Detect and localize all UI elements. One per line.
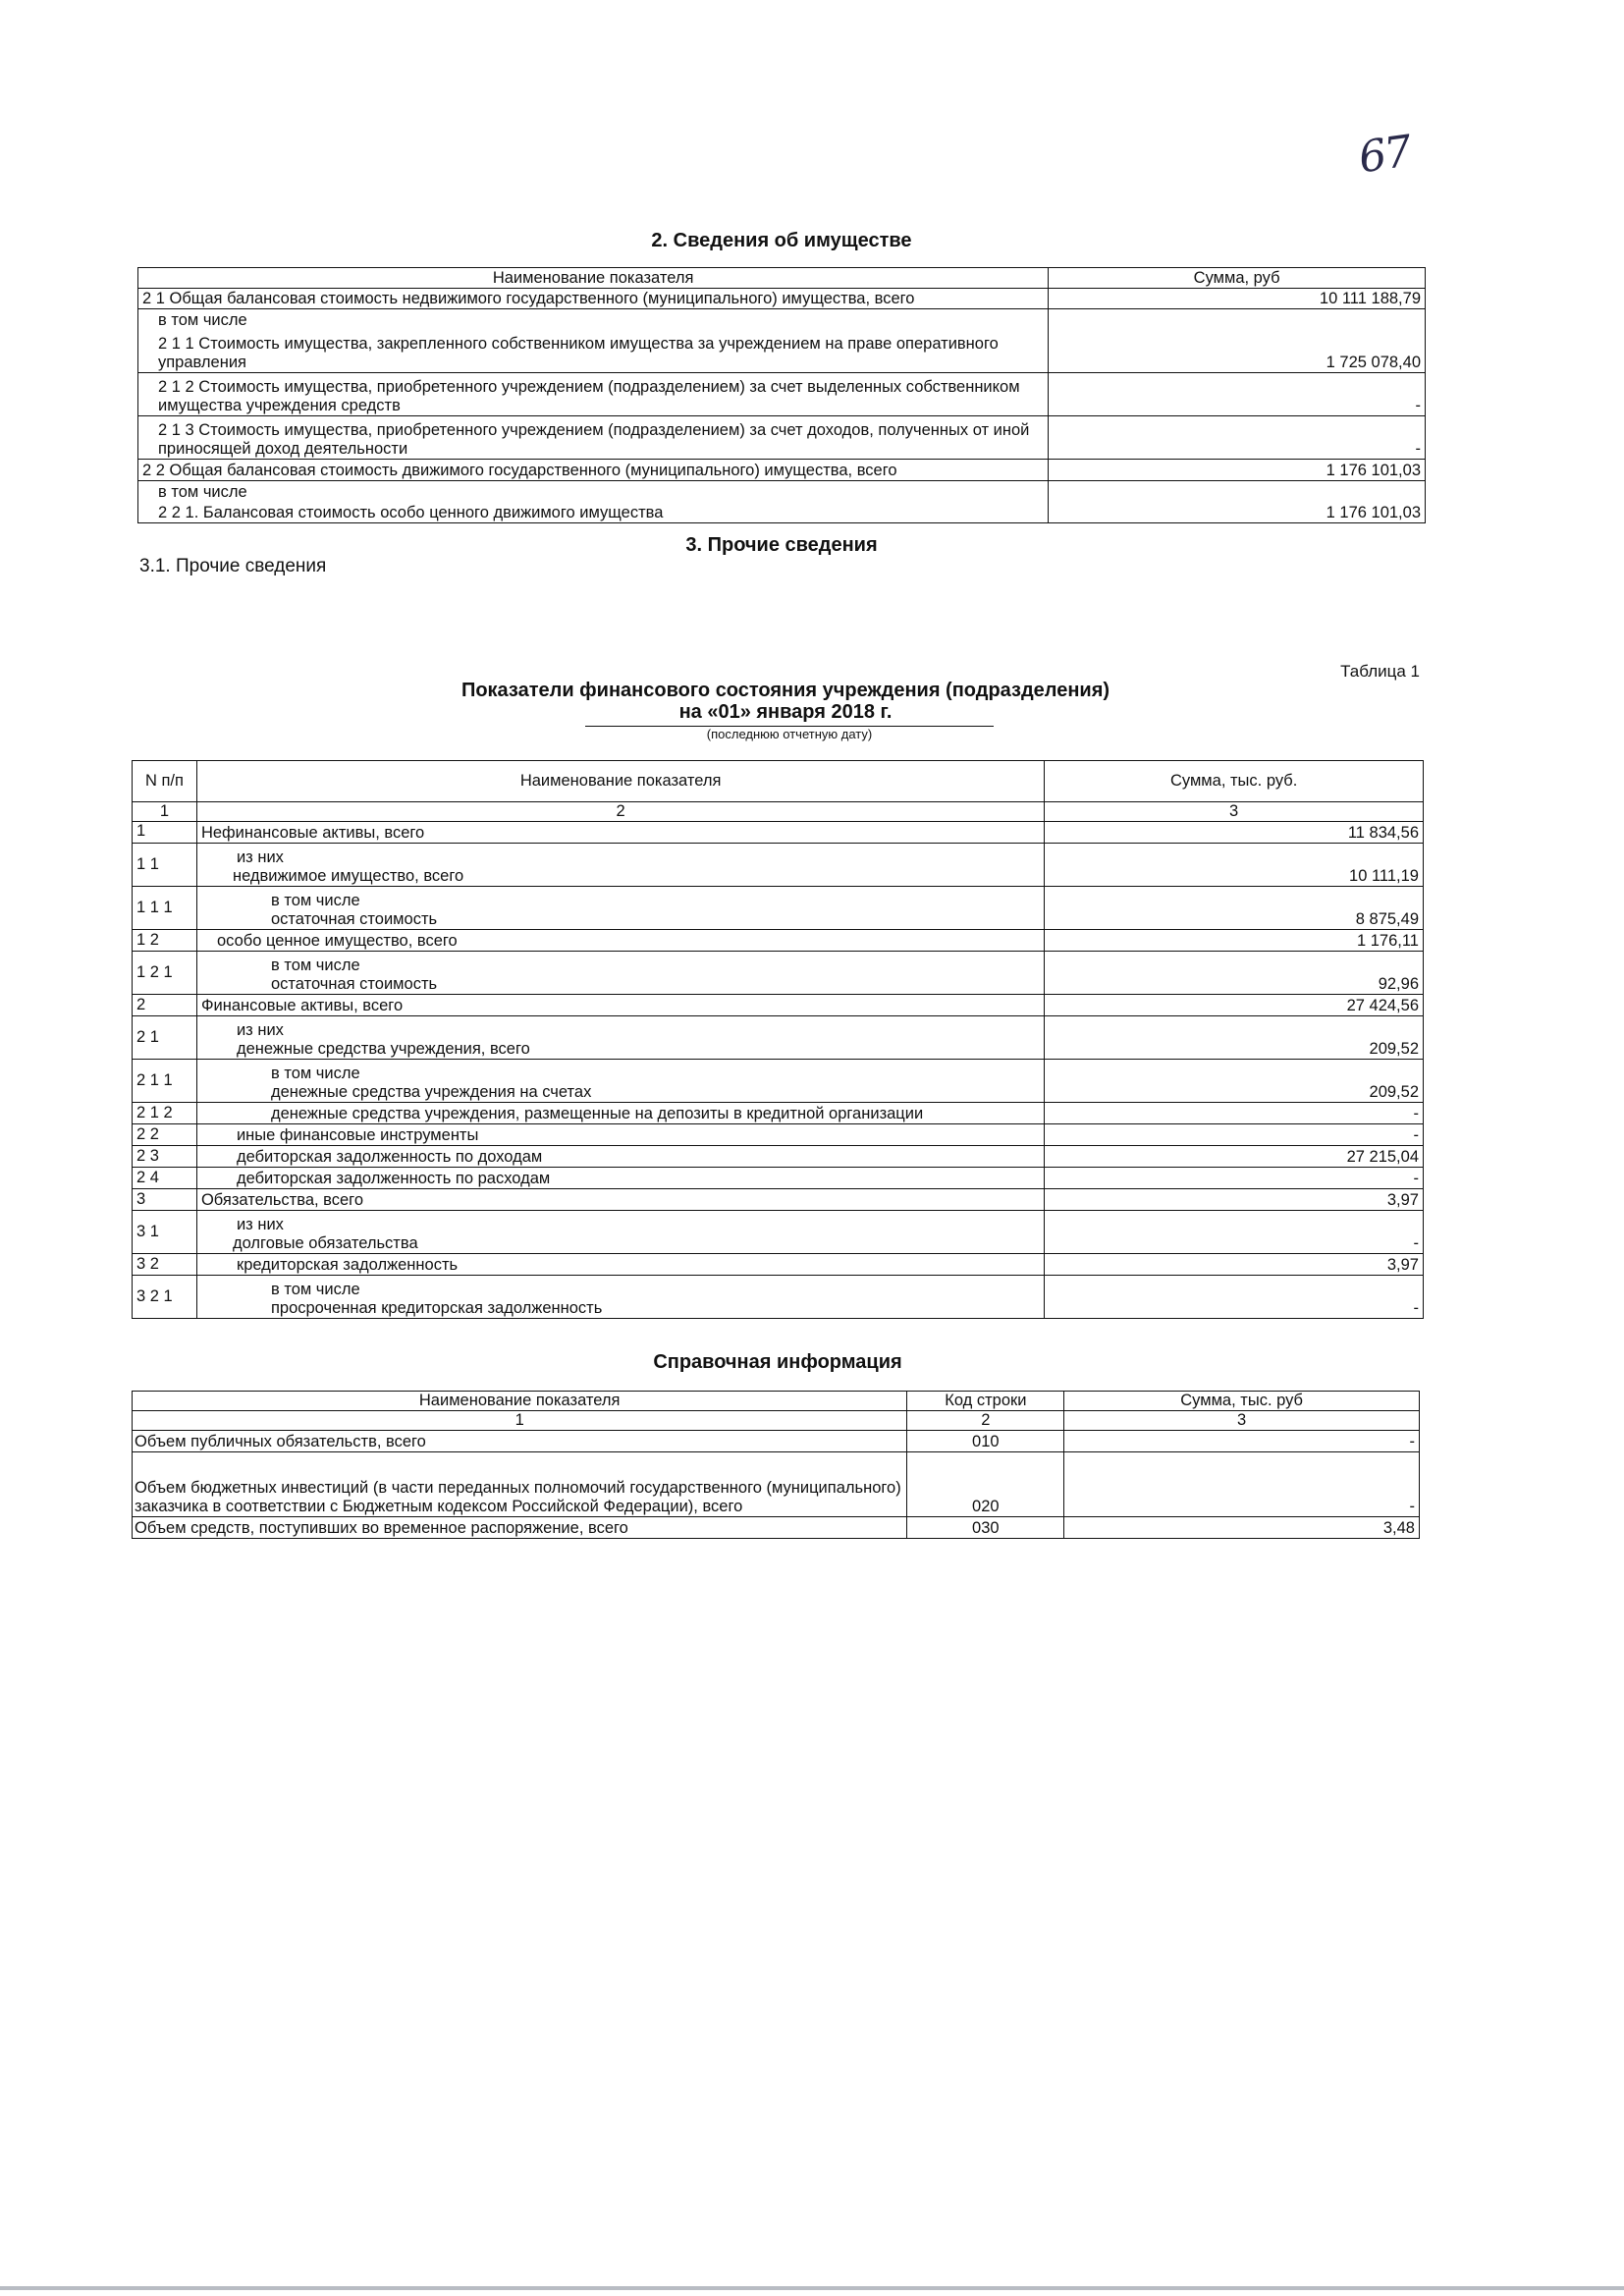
header-name: Наименование показателя: [138, 268, 1049, 289]
table-row: [138, 502, 1426, 523]
row-label: дебиторская задолженность по доходам: [196, 1146, 1044, 1168]
row-code: 2 2: [133, 1124, 197, 1146]
row-code: 2 3: [133, 1146, 197, 1168]
row-label: особо ценное имущество, всего: [196, 930, 1044, 952]
row-label: в том числе: [270, 1065, 360, 1082]
row-code: 2 4: [133, 1168, 197, 1189]
row-value: -: [1049, 416, 1426, 460]
row-label: кредиторская задолженность: [196, 1254, 1044, 1276]
row-code: 1: [133, 822, 197, 844]
row-code: 3 2: [133, 1254, 197, 1276]
row-label: в том числе: [270, 1281, 360, 1298]
row-label: в том числе: [270, 957, 360, 974]
row-value: 11 834,56: [1045, 822, 1424, 844]
table-row: [133, 952, 1424, 995]
row-code: 2 1: [133, 1016, 197, 1060]
row-value: -: [1064, 1431, 1420, 1452]
table-row: [133, 1016, 1424, 1060]
table-row: [133, 1060, 1424, 1103]
colnum: 2: [907, 1411, 1064, 1431]
row-label: дебиторская задолженность по расходам: [196, 1168, 1044, 1189]
table-row: [133, 1254, 1424, 1276]
table-row: [133, 1189, 1424, 1211]
table-row: [133, 844, 1424, 887]
row-sublabel: денежные средства учреждения на счетах: [270, 1083, 592, 1101]
colnum: 1: [133, 802, 197, 822]
table1-label: Таблица 1: [1340, 662, 1420, 681]
row-label: из них: [236, 848, 284, 866]
row-value: 3,97: [1045, 1189, 1424, 1211]
row-label: Объем средств, поступивших во временное распоряжение, всего: [133, 1517, 907, 1539]
header-sum: Сумма, тыс. руб.: [1045, 761, 1424, 802]
scan-edge-line: [0, 2286, 1624, 2290]
row-sublabel: просроченная кредиторская задолженность: [270, 1299, 603, 1317]
row-code: 3: [133, 1189, 197, 1211]
row-code: 2 1 1: [133, 1060, 197, 1103]
row-value: -: [1064, 1452, 1420, 1517]
financial-table: [132, 760, 1424, 1319]
reference-table-header: [133, 1392, 1420, 1411]
row-value: 3,48: [1064, 1517, 1420, 1539]
row-value: 209,52: [1045, 1016, 1424, 1060]
row-label: Объем публичных обязательств, всего: [133, 1431, 907, 1452]
property-table: [137, 267, 1426, 523]
row-label: из них: [236, 1021, 284, 1039]
table1-title: Показатели финансового состояния учреждения (подразделения): [460, 680, 1110, 701]
row-label: 2 1 3 Стоимость имущества, приобретенного учреждением (подразделением) за счет доходов, полученных от иной приносящей доход деятельности: [138, 416, 1049, 460]
row-value: 27 215,04: [1045, 1146, 1424, 1168]
financial-table-header: [133, 761, 1424, 802]
table-row: [133, 1168, 1424, 1189]
reference-title: Справочная информация: [653, 1351, 902, 1373]
handwritten-page-number: 67: [1355, 126, 1414, 184]
table-row: [138, 309, 1426, 330]
row-value: 10 111,19: [1045, 844, 1424, 887]
row-sublabel: денежные средства учреждения, всего: [236, 1040, 530, 1058]
row-code: 1 2: [133, 930, 197, 952]
row-label: 2 2 1. Балансовая стоимость особо ценного движимого имущества: [138, 502, 1049, 523]
row-code: 1 1: [133, 844, 197, 887]
row-value: -: [1045, 1103, 1424, 1124]
row-value: 1 176 101,03: [1049, 502, 1426, 523]
table-row: [133, 1146, 1424, 1168]
row-label: иные финансовые инструменты: [196, 1124, 1044, 1146]
header-name: Наименование показателя: [133, 1392, 907, 1411]
row-code: 3 2 1: [133, 1276, 197, 1319]
colnum: 3: [1045, 802, 1424, 822]
header-sum: Сумма, руб: [1049, 268, 1426, 289]
row-label: из них: [236, 1216, 284, 1233]
colnum: 3: [1064, 1411, 1420, 1431]
table-row: [138, 330, 1426, 373]
row-value: -: [1049, 373, 1426, 416]
row-label: Обязательства, всего: [196, 1189, 1044, 1211]
row-label: в том числе: [138, 309, 1049, 330]
row-value: 92,96: [1045, 952, 1424, 995]
table-row: [133, 1517, 1420, 1539]
row-sublabel: недвижимое имущество, всего: [232, 867, 464, 885]
row-label: в том числе: [270, 892, 360, 909]
row-value: -: [1045, 1276, 1424, 1319]
row-label: в том числе: [138, 481, 1049, 502]
row-label: 2 2 Общая балансовая стоимость движимого государственного (муниципального) имущества, всего: [138, 460, 1049, 481]
row-value: 1 176,11: [1045, 930, 1424, 952]
table-row: [133, 822, 1424, 844]
header-name: Наименование показателя: [196, 761, 1044, 802]
table1-date: на «01» января 2018 г.: [678, 701, 893, 723]
table-row: [138, 481, 1426, 502]
table-row: [133, 1431, 1420, 1452]
property-table-header: [138, 268, 1426, 289]
row-value: 209,52: [1045, 1060, 1424, 1103]
table-row: [138, 416, 1426, 460]
row-value: [1049, 309, 1426, 330]
row-code: 1 1 1: [133, 887, 197, 930]
row-value: 1 725 078,40: [1049, 330, 1426, 373]
section3-subtitle: 3.1. Прочие сведения: [139, 556, 327, 576]
header-n: N п/п: [133, 761, 197, 802]
row-value: 3,97: [1045, 1254, 1424, 1276]
colnum: 1: [133, 1411, 907, 1431]
row-value: 27 424,56: [1045, 995, 1424, 1016]
row-code: 020: [907, 1452, 1064, 1517]
row-label: Нефинансовые активы, всего: [196, 822, 1044, 844]
header-sum: Сумма, тыс. руб: [1064, 1392, 1420, 1411]
row-value: 8 875,49: [1045, 887, 1424, 930]
table-row: [133, 1103, 1424, 1124]
table-row: [133, 1211, 1424, 1254]
section3-title: 3. Прочие сведения: [685, 534, 878, 556]
reference-table: [132, 1391, 1420, 1539]
table-row: [133, 1124, 1424, 1146]
row-code: 2 1 2: [133, 1103, 197, 1124]
row-sublabel: остаточная стоимость: [270, 975, 438, 993]
row-label: 2 1 1 Стоимость имущества, закрепленного собственником имущества за учреждением на праве оперативного управления: [138, 330, 1049, 373]
row-code: 1 2 1: [133, 952, 197, 995]
header-code: Код строки: [907, 1392, 1064, 1411]
row-label: Финансовые активы, всего: [196, 995, 1044, 1016]
row-code: 010: [907, 1431, 1064, 1452]
table-row: [138, 289, 1426, 309]
row-value: -: [1045, 1168, 1424, 1189]
table-row: [133, 930, 1424, 952]
row-label: 2 1 Общая балансовая стоимость недвижимого государственного (муниципального) имущества, всего: [138, 289, 1049, 309]
table-row: [138, 460, 1426, 481]
colnum: 2: [196, 802, 1044, 822]
table-row: [138, 373, 1426, 416]
row-label: Объем бюджетных инвестиций (в части переданных полномочий государственного (муниципального) заказчика в соответствии с Бюджетным кодексом Российской Федерации), всего: [133, 1452, 907, 1517]
table-row: [133, 887, 1424, 930]
table1-date-note: (последнюю отчетную дату): [706, 727, 873, 741]
column-numbers: [133, 802, 1424, 822]
row-code: 3 1: [133, 1211, 197, 1254]
row-value: 1 176 101,03: [1049, 460, 1426, 481]
row-code: 2: [133, 995, 197, 1016]
row-value: -: [1045, 1211, 1424, 1254]
row-sublabel: долговые обязательства: [232, 1234, 418, 1252]
row-value: -: [1045, 1124, 1424, 1146]
row-value: 10 111 188,79: [1049, 289, 1426, 309]
row-label: 2 1 2 Стоимость имущества, приобретенного учреждением (подразделением) за счет выделенных собственником имущества учреждения средств: [138, 373, 1049, 416]
section2-title: 2. Сведения об имуществе: [651, 230, 912, 251]
table-row: [133, 1452, 1420, 1517]
row-value: [1049, 481, 1426, 502]
table-row: [133, 1276, 1424, 1319]
row-sublabel: остаточная стоимость: [270, 910, 438, 928]
row-code: 030: [907, 1517, 1064, 1539]
table-row: [133, 995, 1424, 1016]
column-numbers: [133, 1411, 1420, 1431]
row-label: денежные средства учреждения, размещенные на депозиты в кредитной организации: [196, 1103, 1044, 1124]
